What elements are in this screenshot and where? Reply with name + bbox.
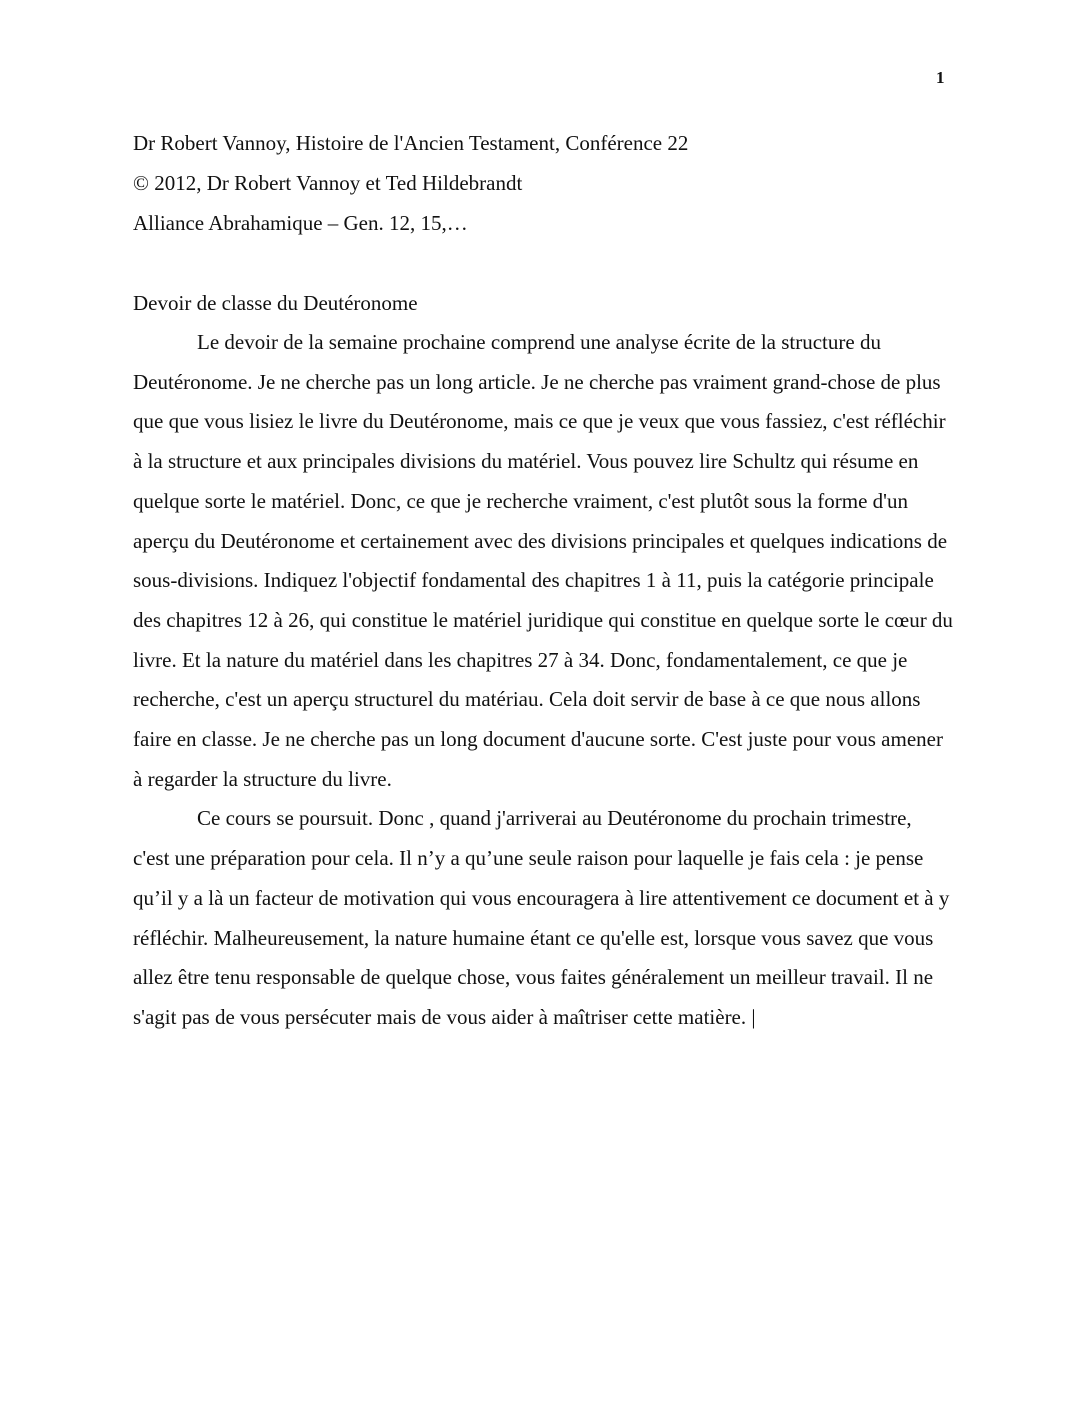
header-title-line: Dr Robert Vannoy, Histoire de l'Ancien Testament, Conférence 22	[133, 131, 689, 155]
paragraph-assignment: Le devoir de la semaine prochaine comprend une analyse écrite de la structure du Deutéronome. Je ne cherche pas un long article. Je ne cherche pas vraiment grand-chose de plus que que vous lisiez le livre du Deutéronome, mais ce que je veux que vous fassiez, c'est réfléchir à la structure et aux principales divisions du matériel. Vous pouvez lire Schultz qui résume en quelque sorte le matériel. Donc, ce que je recherche vraiment, c'est plutôt sous la forme d'un aperçu du Deutéronome et certainement avec des divisions principales et quelques indications de sous-divisions. Indiquez l'objectif fondamental des chapitres 1 à 11, puis la catégorie principale des chapitres 12 à 26, qui constitue le matériel juridique qui constitue en quelque sorte le cœur du livre. Et la nature du matériel dans les chapitres 27 à 34. Donc, fondamentalement, ce que je recherche, c'est un aperçu structurel du matériau. Cela doit servir de base à ce que nous allons faire en classe. Je ne cherche pas un long document d'aucune sorte. C'est juste pour vous amener à regarder la structure du livre.	[133, 330, 953, 791]
document-body	[133, 323, 953, 1038]
header-topic-line: Alliance Abrahamique – Gen. 12, 15,…	[133, 211, 468, 235]
section-heading: Devoir de classe du Deutéronome	[133, 291, 418, 315]
header-copyright-line: © 2012, Dr Robert Vannoy et Ted Hildebrandt	[133, 171, 523, 195]
paragraph-course-continuation: Ce cours se poursuit. Donc , quand j'arriverai au Deutéronome du prochain trimestre, c'est une préparation pour cela. Il n’y a qu’une seule raison pour laquelle je fais cela : je pense qu’il y a là un facteur de motivation qui vous encouragera à lire attentivement ce document et à y réfléchir. Malheureusement, la nature humaine étant ce qu'elle est, lorsque vous savez que vous allez être tenu responsable de quelque chose, vous faites généralement un meilleur travail. Il ne s'agit pas de vous persécuter mais de vous aider à maîtriser cette matière. |	[133, 806, 950, 1029]
document-header	[133, 123, 953, 243]
page-number: 1	[936, 68, 945, 87]
